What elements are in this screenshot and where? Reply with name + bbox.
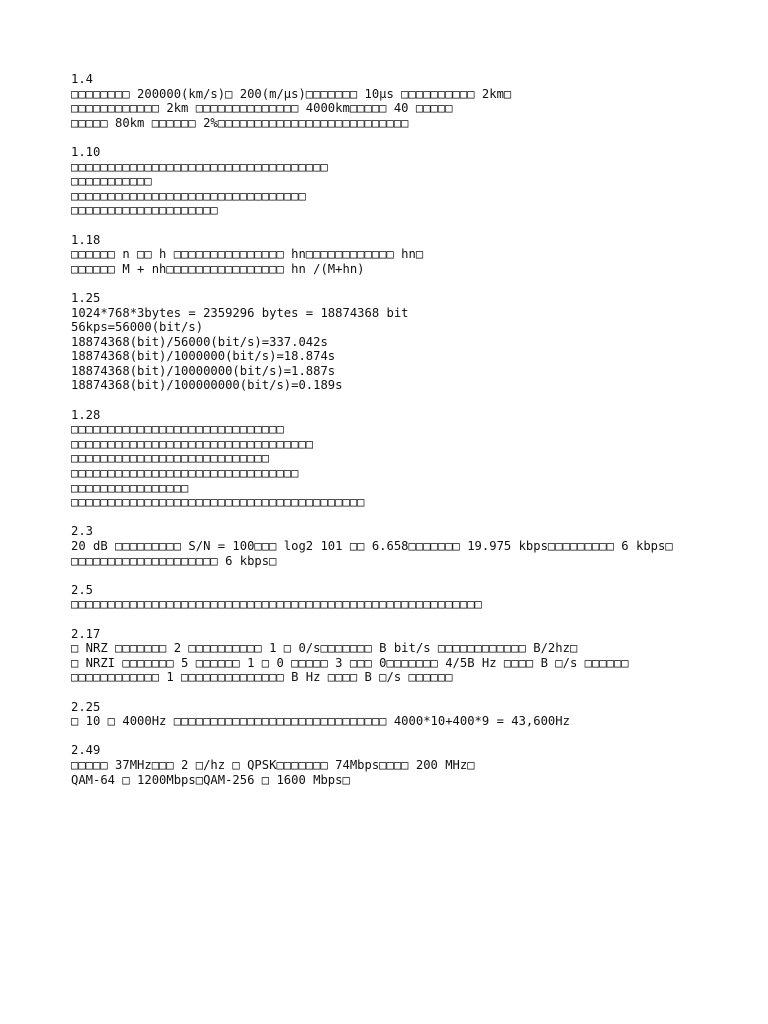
answer-section-2-5	[71, 583, 748, 612]
text-line: 1024*768*3bytes = 2359296 bytes = 18874368 bit	[71, 305, 409, 320]
document-body	[71, 72, 748, 802]
text-line: □□□□□□ n □□ h □□□□□□□□□□□□□□□ hn□□□□□□□□□□□□ hn□	[71, 247, 424, 262]
answer-section-2-25	[71, 700, 748, 729]
text-line: 18874368(bit)/10000000(bit/s)=1.887s	[71, 363, 336, 378]
section-heading: 1.4	[71, 72, 94, 86]
text-line: 18874368(bit)/100000000(bit/s)=0.189s	[71, 378, 343, 393]
answer-section-1-10	[71, 145, 748, 218]
answer-section-1-25	[71, 291, 748, 393]
text-line: □□□□□□□□□□□□□□□□□□□□□□□□□□□□□□□	[71, 466, 299, 481]
text-line: 18874368(bit)/1000000(bit/s)=18.874s	[71, 349, 336, 364]
section-heading: 1.18	[71, 232, 101, 247]
section-heading: 2.17	[71, 626, 101, 641]
text-line: 56kps=56000(bit/s)	[71, 320, 204, 335]
answer-section-1-4	[71, 72, 748, 130]
text-line: □□□□□□□□□□□□□□□□□□□□□□□□□□□□□□□□□□□	[71, 159, 328, 174]
answer-section-2-3	[71, 524, 748, 568]
text-line: □□□□□ 80km □□□□□□ 2%□□□□□□□□□□□□□□□□□□□□□□□□□□	[71, 115, 409, 130]
text-line: □□□□□□□□□□□□□□□□□□□□□□□□□□□□□□□□□□□□□□□□□□□□□□□□□□□□□□□□	[71, 597, 482, 612]
text-line: □□□□□□□□□□□□□□□□□□□□	[71, 203, 218, 218]
text-line: QAM-64 □ 1200Mbps□QAM-256 □ 1600 Mbps□	[71, 772, 350, 787]
text-line: □□□□□ 37MHz□□□ 2 □/hz □ QPSK□□□□□□□ 74Mbps□□□□ 200 MHz□	[71, 757, 475, 772]
text-line: □□□□□□□□ 200000(km/s)□ 200(m/μs)□□□□□□□ 10μs □□□□□□□□□□ 2km□	[71, 86, 512, 101]
text-line: □□□□□□□□□□□□ 2km □□□□□□□□□□□□□□ 4000km□□□□□ 40 □□□□□	[71, 101, 453, 116]
answer-section-2-49	[71, 743, 748, 787]
text-line: □ NRZ □□□□□□□ 2 □□□□□□□□□□ 1 □ 0/s□□□□□□□ B bit/s □□□□□□□□□□□□ B/2hz□	[71, 641, 578, 656]
text-line: 18874368(bit)/56000(bit/s)=337.042s	[71, 334, 328, 349]
section-heading: 1.10	[71, 144, 101, 159]
text-line: □□□□□□□□□□□□□□□□□□□□□□□□□□□	[71, 451, 270, 466]
text-line: □□□□□□□□□□□□□□□□□□□□□□□□□□□□□□□□	[71, 188, 306, 203]
section-heading: 1.28	[71, 407, 101, 422]
text-line: □ 10 □ 4000Hz □□□□□□□□□□□□□□□□□□□□□□□□□□□□□ 4000*10+400*9 = 43,600Hz	[71, 714, 570, 729]
answer-section-1-18	[71, 233, 748, 277]
text-line: 20 dB □□□□□□□□□ S/N = 100□□□ log2 101 □□ 6.658□□□□□□□ 19.975 kbps□□□□□□□□□ 6 kbps□	[71, 539, 673, 553]
text-line: □□□□□□□□□□□□□□□□□□□□□□□□□□□□□	[71, 422, 284, 437]
text-line: □ NRZI □□□□□□□ 5 □□□□□□ 1 □ 0 □□□□□ 3 □□□ 0□□□□□□□ 4/5B Hz □□□□ B □/s □□□□□□	[71, 655, 629, 670]
answer-section-1-28	[71, 408, 748, 510]
section-heading: 2.5	[71, 582, 94, 597]
text-line: □□□□□□□□□□□□□□□□□□□□ 6 kbps□	[71, 553, 277, 568]
text-line: □□□□□□□□□□□	[71, 174, 152, 189]
section-heading: 2.3	[71, 524, 94, 539]
section-heading: 1.25	[71, 290, 101, 305]
text-line: □□□□□□ M + nh□□□□□□□□□□□□□□□□ hn /(M+hn)	[71, 261, 365, 276]
text-line: □□□□□□□□□□□□ 1 □□□□□□□□□□□□□□ B Hz □□□□ B □/s □□□□□□	[71, 670, 453, 685]
text-line: □□□□□□□□□□□□□□□□□□□□□□□□□□□□□□□□□	[71, 436, 314, 451]
section-heading: 2.25	[71, 699, 101, 714]
text-line: □□□□□□□□□□□□□□□□	[71, 480, 189, 495]
answer-section-2-17	[71, 627, 748, 685]
section-heading: 2.49	[71, 743, 101, 758]
text-line: □□□□□□□□□□□□□□□□□□□□□□□□□□□□□□□□□□□□□□□□	[71, 495, 365, 510]
